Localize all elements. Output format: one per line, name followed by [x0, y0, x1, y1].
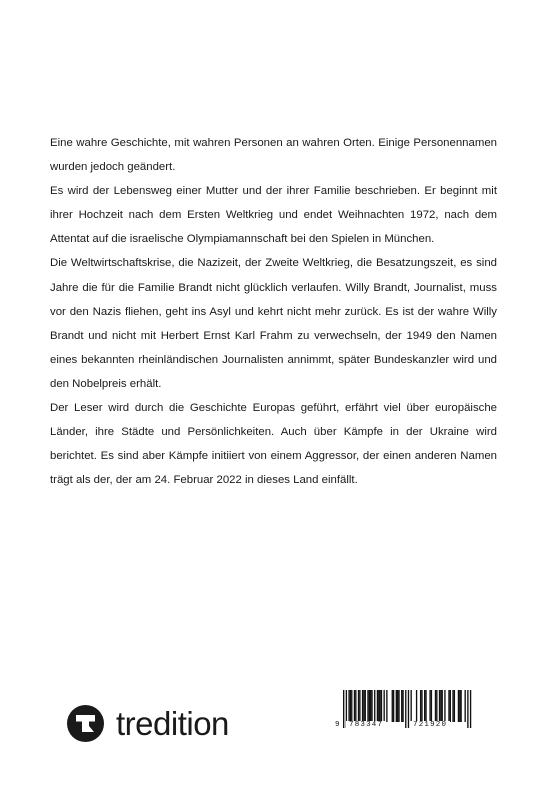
barcode-bar — [402, 690, 403, 722]
barcode-bar — [363, 690, 364, 722]
barcode-bar — [465, 690, 466, 722]
barcode-bar — [384, 690, 385, 722]
barcode-bar — [386, 690, 387, 722]
barcode-bar — [435, 690, 436, 722]
barcode-bar — [379, 690, 380, 722]
barcode-bar — [424, 690, 425, 722]
blurb-paragraph-1: Eine wahre Geschichte, mit wahren Personen an wahren Orten. Einige Personennamen wurden jedoch geändert. — [50, 137, 497, 174]
barcode-bar — [401, 690, 402, 722]
barcode-bar — [369, 690, 370, 722]
barcode-bar — [444, 690, 445, 722]
barcode-bar — [460, 690, 461, 722]
barcode-bar — [381, 690, 382, 722]
barcode-bar — [374, 690, 375, 722]
barcode-bar — [420, 690, 421, 722]
barcode-bar — [354, 690, 355, 722]
barcode-bar — [377, 690, 378, 722]
barcode-bar — [398, 690, 399, 722]
barcode-bar — [397, 690, 398, 722]
barcode-bar — [367, 690, 368, 722]
barcode-bar — [350, 690, 351, 722]
barcode-bar — [436, 690, 437, 722]
barcode-bar — [431, 690, 432, 722]
barcode-bar — [442, 690, 443, 722]
barcode-bar — [425, 690, 426, 722]
barcode-bar — [396, 690, 397, 722]
blurb-paragraph-4: Der Leser wird durch die Geschichte Europas geführt, erfährt viel über europäische Länder, ihre Städte und Persönlichkeiten. Auch über Kämpfe in der Ukraine wird berichtet. Es sind aber Kämpfe initiiert von einem Aggressor, der einen anderen Namen trägt als der, der am 24. Februar 2022 in dieses Land einfällt. — [50, 402, 497, 487]
barcode-bar — [392, 690, 393, 722]
isbn-barcode — [335, 690, 475, 732]
barcode-bar — [421, 690, 422, 722]
barcode-left-group: 783347 — [346, 721, 386, 729]
barcode-bar — [429, 690, 430, 722]
barcode-digits — [335, 719, 475, 732]
barcode-right-group: 721920 — [410, 721, 450, 729]
barcode-first-digit: 9 — [335, 721, 340, 729]
barcode-bar — [370, 690, 371, 722]
barcode-bar — [448, 690, 449, 722]
tredition-logo-icon — [67, 705, 104, 742]
barcode-bar — [348, 690, 349, 722]
barcode-bar — [351, 690, 352, 722]
barcode-bar — [378, 690, 379, 722]
barcode-bar — [365, 690, 366, 722]
barcode-bar — [440, 690, 441, 722]
publisher-name: tredition — [116, 704, 229, 742]
barcode-bar — [458, 690, 459, 722]
publisher-logo — [67, 702, 229, 744]
barcode-bar — [358, 690, 359, 722]
blurb-paragraph-3: Die Weltwirtschaftskrise, die Nazizeit, der Zweite Weltkrieg, die Besatzungszeit, es sind Jahre die für die Familie Brandt nicht glücklich verlaufen. Willy Brandt, Journalist, muss vor den Nazis fliehen, geht ins Asyl und kehrt nicht mehr zurück. Es ist der wahre Willy Brandt und nicht mit Herbert Ernst Karl Frahm zu verwechseln, der 1949 den Namen eines bekannten rheinländischen Journalisten annimmt, später Bundeskanzler wird und den Nobelpreis erhält. — [50, 257, 497, 390]
barcode-bar — [393, 690, 394, 722]
barcode-bar — [359, 690, 360, 722]
barcode-bar — [411, 690, 412, 722]
barcode-bar — [439, 690, 440, 722]
barcode-bar — [371, 690, 372, 722]
barcode-bar — [450, 690, 451, 722]
blurb-paragraph-2: Es wird der Lebensweg einer Mutter und der ihrer Familie beschrieben. Er beginnt mit ihrer Hochzeit nach dem Ersten Weltkrieg und endet Weihnachten 1972, nach dem Attentat auf die israelische Olympiamannschaft bei den Spielen in München. — [50, 185, 497, 246]
barcode-bar — [362, 690, 363, 722]
barcode-bar — [454, 690, 455, 722]
barcode-bar — [416, 690, 417, 722]
back-cover-blurb — [50, 131, 497, 492]
barcode-bar — [452, 690, 453, 722]
barcode-bar — [459, 690, 460, 722]
barcode-bar — [355, 690, 356, 722]
